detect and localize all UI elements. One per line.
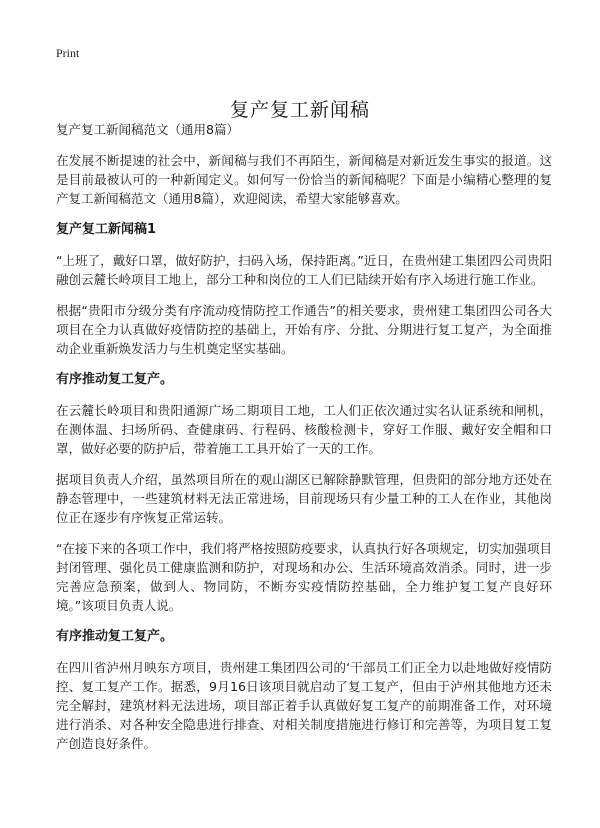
paragraph: 在云麓长岭项目和贵阳通源广场二期项目工地，工人们正依次通过实名认证系统和闸机，在测体温、扫场所码、查健康码、行程码、核酸检测卡，穿好工作服、戴好安全帽和口罩，做好必要的防护后，带着施工工具开始了一天的工作。 (56, 403, 552, 456)
print-label: Print (56, 46, 80, 60)
paragraph: 在四川省泸州月映东方项目，贵州建工集团四公司的‘干部员工们正全力以赴地做好疫情防控、复工复产工作。据悉，9月16日该项目就启动了复工复产，但由于泸州其他地方还未完全解封，建筑材料无法进场，项目部正着手认真做好复工复产的前期准备工作，对环境进行消杀、对各种安全隐患进行排查、对相关制度措施进行修订和完善等，为项目复工复产创造良好条件。 (56, 660, 552, 751)
section-heading: 复产复工新闻稿1 (56, 222, 157, 237)
article-subtitle: 复产复工新闻稿范文（通用8篇） (56, 122, 239, 137)
article-body (56, 120, 552, 765)
sub-heading: 有序推动复工复产。 (56, 372, 174, 387)
sub-heading: 有序推动复工复产。 (56, 629, 174, 644)
paragraph: 根据“贵阳市分级分类有序流动疫情防控工作通告”的相关要求，贵州建工集团四公司各大项目在全力认真做好疫情防控的基础上，开始有序、分批、分期进行复工复产，为全面推动企业重新焕发活力与生机奠定坚实基础。 (56, 303, 552, 356)
page-title: 复产复工新闻稿 (229, 98, 370, 121)
paragraph: “上班了，戴好口罩，做好防护，扫码入场，保持距离。”近日，在贵州建工集团四公司贵阳融创云麓长岭项目工地上，部分工种和岗位的工人们已陆续开始有序入场进行施工作业。 (56, 253, 552, 287)
paragraph: “在接下来的各项工作中，我们将严格按照防疫要求，认真执行好各项规定，切实加强项目封闭管理、强化员工健康监测和防护，对现场和办公、生活环境高效消杀。同时，进一步完善应急预案，做到人、物同防，不断夯实疫情防控基础，全力维护复工复产良好环境。”该项目负责人说。 (56, 541, 552, 613)
paragraph: 据项目负责人介绍，虽然项目所在的观山湖区已解除静默管理，但贵阳的部分地方还处在静态管理中，一些建筑材料无法正常进场，目前现场只有少量工种的工人在作业，其他岗位正在逐步有序恢复正常运转。 (56, 472, 552, 525)
intro-paragraph: 在发展不断提速的社会中，新闻稿与我们不再陌生，新闻稿是对新近发生事实的报道。这是目前最被认可的一种新闻定义。如何写一份恰当的新闻稿呢？下面是小编精心整理的复产复工新闻稿范文（通用8篇），欢迎阅读，希望大家能够喜欢。 (56, 153, 552, 206)
